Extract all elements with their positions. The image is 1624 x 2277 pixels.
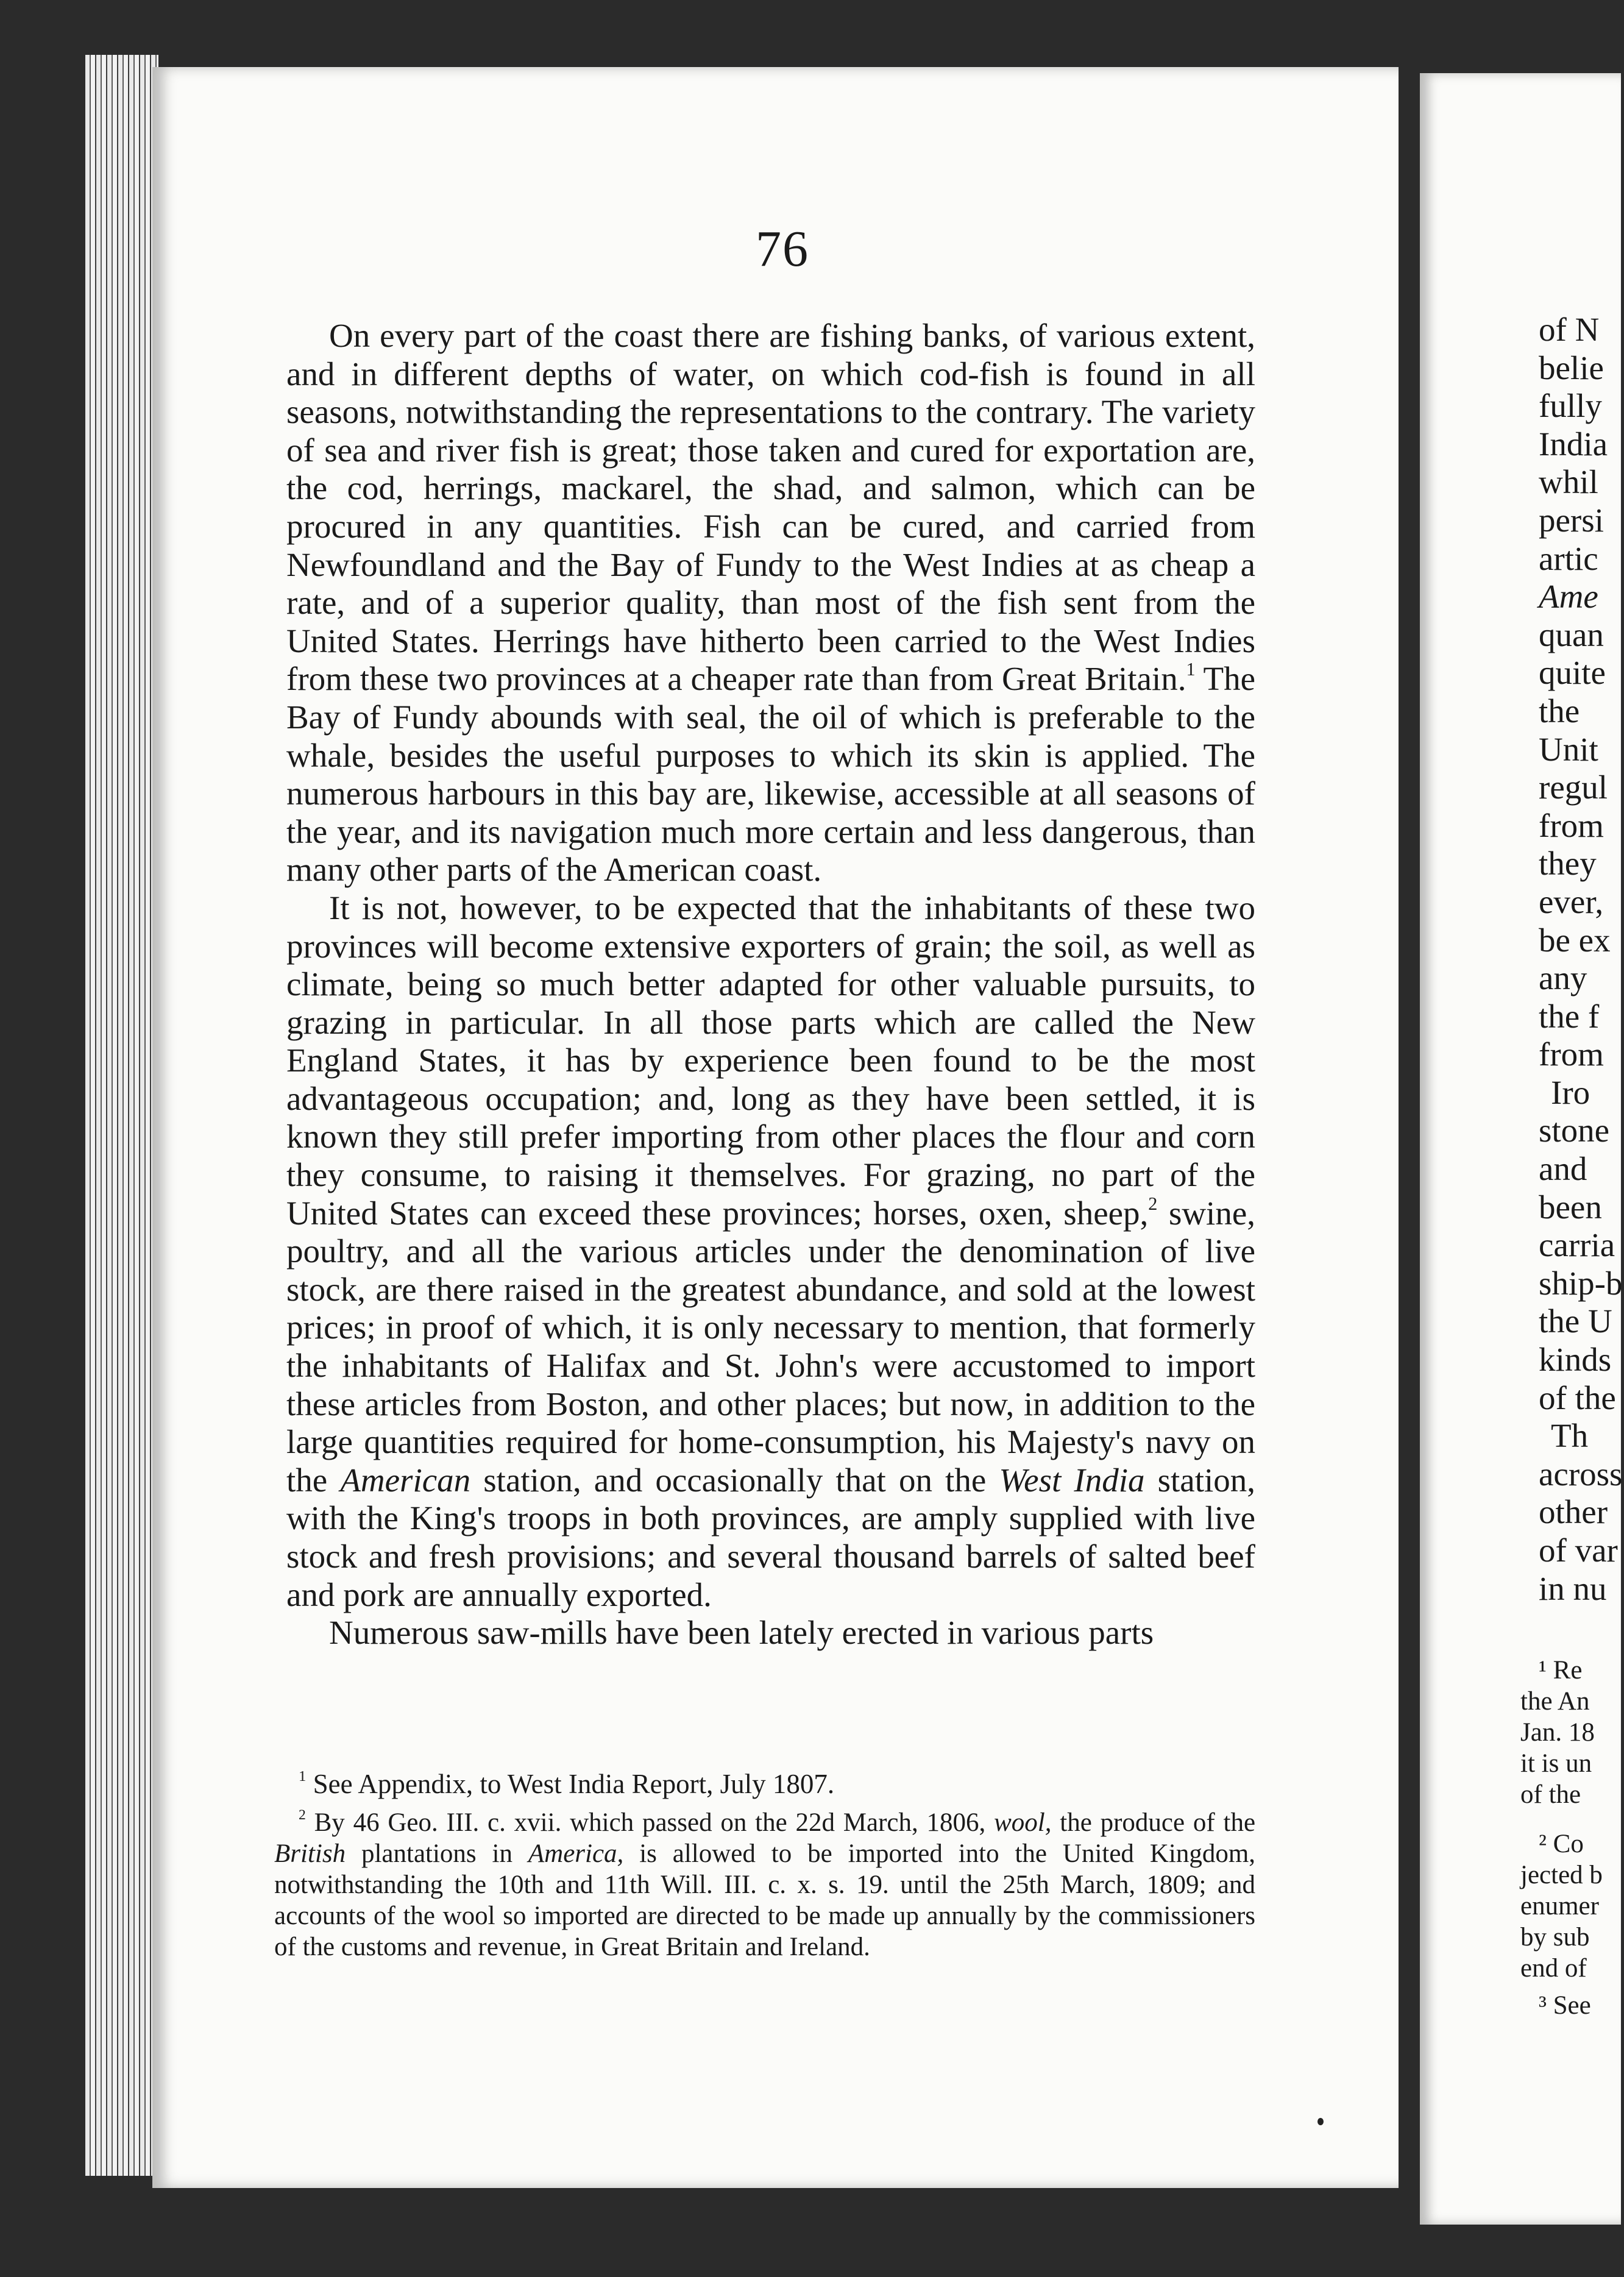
footnote-2-mark: 2 bbox=[299, 1807, 306, 1824]
right-footnote-line: jected b bbox=[1520, 1861, 1603, 1889]
right-line: from bbox=[1539, 806, 1604, 844]
right-footnote-line: ¹ Re bbox=[1539, 1656, 1583, 1685]
right-line: quite bbox=[1539, 654, 1606, 692]
right-line: regul bbox=[1539, 769, 1608, 806]
right-line: stone bbox=[1539, 1112, 1610, 1149]
paragraph-2-text: It is not, however, to be expected that the inhabitants of these two provinces will become extensive exporters of grain; the soil, as well as climate, being so much better adapted for other valuable pursuits, to grazing in particular. In all those parts which are called the New England States, it has by experience been found to be the most advantageous occupation; and, long as they have been settled, it is known they still prefer importing from other places the flour and corn they consume, to raising it themselves. For grazing, no part of the United States can exceed these provinces; horses, oxen, sheep, bbox=[286, 889, 1255, 1232]
right-line: of N bbox=[1539, 311, 1600, 348]
right-line: from bbox=[1539, 1035, 1604, 1073]
ink-dot bbox=[1317, 2118, 1324, 2125]
right-footnote-line: ² Co bbox=[1539, 1830, 1584, 1858]
right-line: been bbox=[1539, 1188, 1602, 1226]
right-footnote-line: ³ See bbox=[1539, 1991, 1591, 2020]
paragraph-2-tail-b: station, and occasionally that on the bbox=[483, 1461, 987, 1499]
right-line: carria bbox=[1539, 1226, 1615, 1264]
right-line: India bbox=[1539, 425, 1608, 463]
right-line: any bbox=[1539, 959, 1587, 997]
right-footnote-line: enumer bbox=[1520, 1892, 1599, 1920]
right-line: ever, bbox=[1539, 883, 1604, 920]
right-line: Unit bbox=[1539, 730, 1598, 768]
right-line: whil bbox=[1539, 463, 1598, 501]
right-line: the f bbox=[1539, 997, 1600, 1035]
paragraph-2-tail-c: station, with the King's troops in both provinces, are amply supplied with live stock and fresh provisions; and several thousand barrels of salted beef and pork are annually exported. bbox=[286, 1461, 1256, 1613]
right-page-text bbox=[1539, 311, 1624, 1608]
paragraph-3: Numerous saw-mills have been lately erected in various parts bbox=[329, 1614, 1154, 1652]
note-ref-1: 1 bbox=[1186, 659, 1196, 680]
paragraph-2 bbox=[286, 889, 1255, 1614]
paragraph-1 bbox=[286, 317, 1255, 889]
footnote-2-text-a: By 46 Geo. III. c. xvii. which passed on the 22d March, 1806, bbox=[314, 1808, 986, 1837]
footnote-1 bbox=[299, 1767, 1255, 1801]
right-line: kinds bbox=[1539, 1341, 1612, 1379]
right-footnote-line: end of bbox=[1520, 1954, 1587, 1983]
paragraph-1-tail: The Bay of Fundy abounds with seal, the oil of which is preferable to the whale, besides the useful purposes to which its skin is applied. The numerous harbours in this bay are, likewise, accessible at all seasons of the year, and its navigation much more certain and less dangerous, than many other parts of the American coast. bbox=[286, 660, 1255, 889]
italic-american: American bbox=[340, 1461, 471, 1499]
footnote-2-text-b: the produce of the bbox=[1060, 1808, 1256, 1837]
right-line: the bbox=[1539, 692, 1580, 730]
right-footnote-line: it is un bbox=[1520, 1749, 1592, 1778]
right-line: other bbox=[1539, 1493, 1608, 1531]
paragraph-2-tail-a: swine, poultry, and all the various articles under the denomination of live stock, are there raised in the greatest abundance, and sold at the lowest prices; in proof of which, it is only necessary to mention, that formerly the inhabitants of Halifax and St. John's were accustomed to import these articles from Boston, and other places; but now, in addition to the large quantities required for home-consumption, his Majesty's navy on the bbox=[286, 1194, 1256, 1499]
footnote-2-text-d: is allowed to be imported into the United Kingdom, notwithstanding the 10th and 11th Will. III. c. x. s. 19. until the 25th March, 1809; and accounts of the wool so imported are directed to be made up annually by the commissioners of the customs and revenue, in Great Britain and Ireland. bbox=[274, 1839, 1256, 1961]
right-line: belie bbox=[1539, 349, 1604, 386]
page-number: 76 bbox=[756, 221, 809, 277]
right-line: the U bbox=[1539, 1302, 1612, 1340]
footnote-2-text-c: plantations in bbox=[361, 1839, 512, 1868]
right-line: Th bbox=[1551, 1417, 1589, 1455]
right-line: quan bbox=[1539, 616, 1604, 653]
right-line: across bbox=[1539, 1455, 1623, 1493]
right-line: be ex bbox=[1539, 921, 1611, 959]
right-line: artic bbox=[1539, 539, 1598, 577]
footnote-2-british: British bbox=[274, 1839, 346, 1868]
main-text bbox=[286, 317, 1255, 1652]
right-line: of the bbox=[1539, 1379, 1616, 1416]
note-ref-2: 2 bbox=[1148, 1193, 1158, 1214]
right-line: ship-b bbox=[1539, 1264, 1623, 1302]
right-footnote-line: of the bbox=[1520, 1780, 1581, 1809]
footnote-1-mark: 1 bbox=[299, 1768, 307, 1785]
footnote-2-wool: wool, bbox=[994, 1808, 1052, 1837]
right-line: in nu bbox=[1539, 1569, 1607, 1607]
page-edges bbox=[85, 55, 158, 2176]
right-line: Ame bbox=[1539, 578, 1598, 616]
footnote-1-text: See Appendix, to West India Report, July 1807. bbox=[313, 1769, 835, 1799]
right-line: of var bbox=[1539, 1532, 1618, 1569]
right-line: they bbox=[1539, 845, 1597, 883]
right-line: fully bbox=[1539, 387, 1602, 425]
right-line: Iro bbox=[1551, 1073, 1590, 1111]
right-footnote-line: the An bbox=[1520, 1687, 1590, 1716]
footnote-2-america: America, bbox=[528, 1839, 624, 1868]
italic-west-india: West India bbox=[999, 1461, 1145, 1499]
right-footnote-line: Jan. 18 bbox=[1520, 1718, 1595, 1747]
right-page-footnotes bbox=[1520, 1655, 1624, 2021]
right-footnote-line: by sub bbox=[1520, 1923, 1590, 1952]
right-line: and bbox=[1539, 1150, 1587, 1188]
footnote-2 bbox=[274, 1807, 1255, 1963]
right-line: persi bbox=[1539, 501, 1604, 539]
paragraph-1-text: On every part of the coast there are fishing banks, of various extent, and in different depths of water, on which cod-fish is found in all seasons, notwithstanding the representations to the contrary. The variety of sea and river fish is great; those taken and cured for exportation are, the cod, herrings, mackarel, the shad, and salmon, which can be procured in any quantities. Fish can be cured, and carried from Newfoundland and the Bay of Fundy to the West Indies at as cheap a rate, and of a superior quality, than most of the fish sent from the United States. Herrings have hitherto been carried to the West Indies from these two provinces at a cheaper rate than from Great Britain. bbox=[286, 317, 1255, 698]
